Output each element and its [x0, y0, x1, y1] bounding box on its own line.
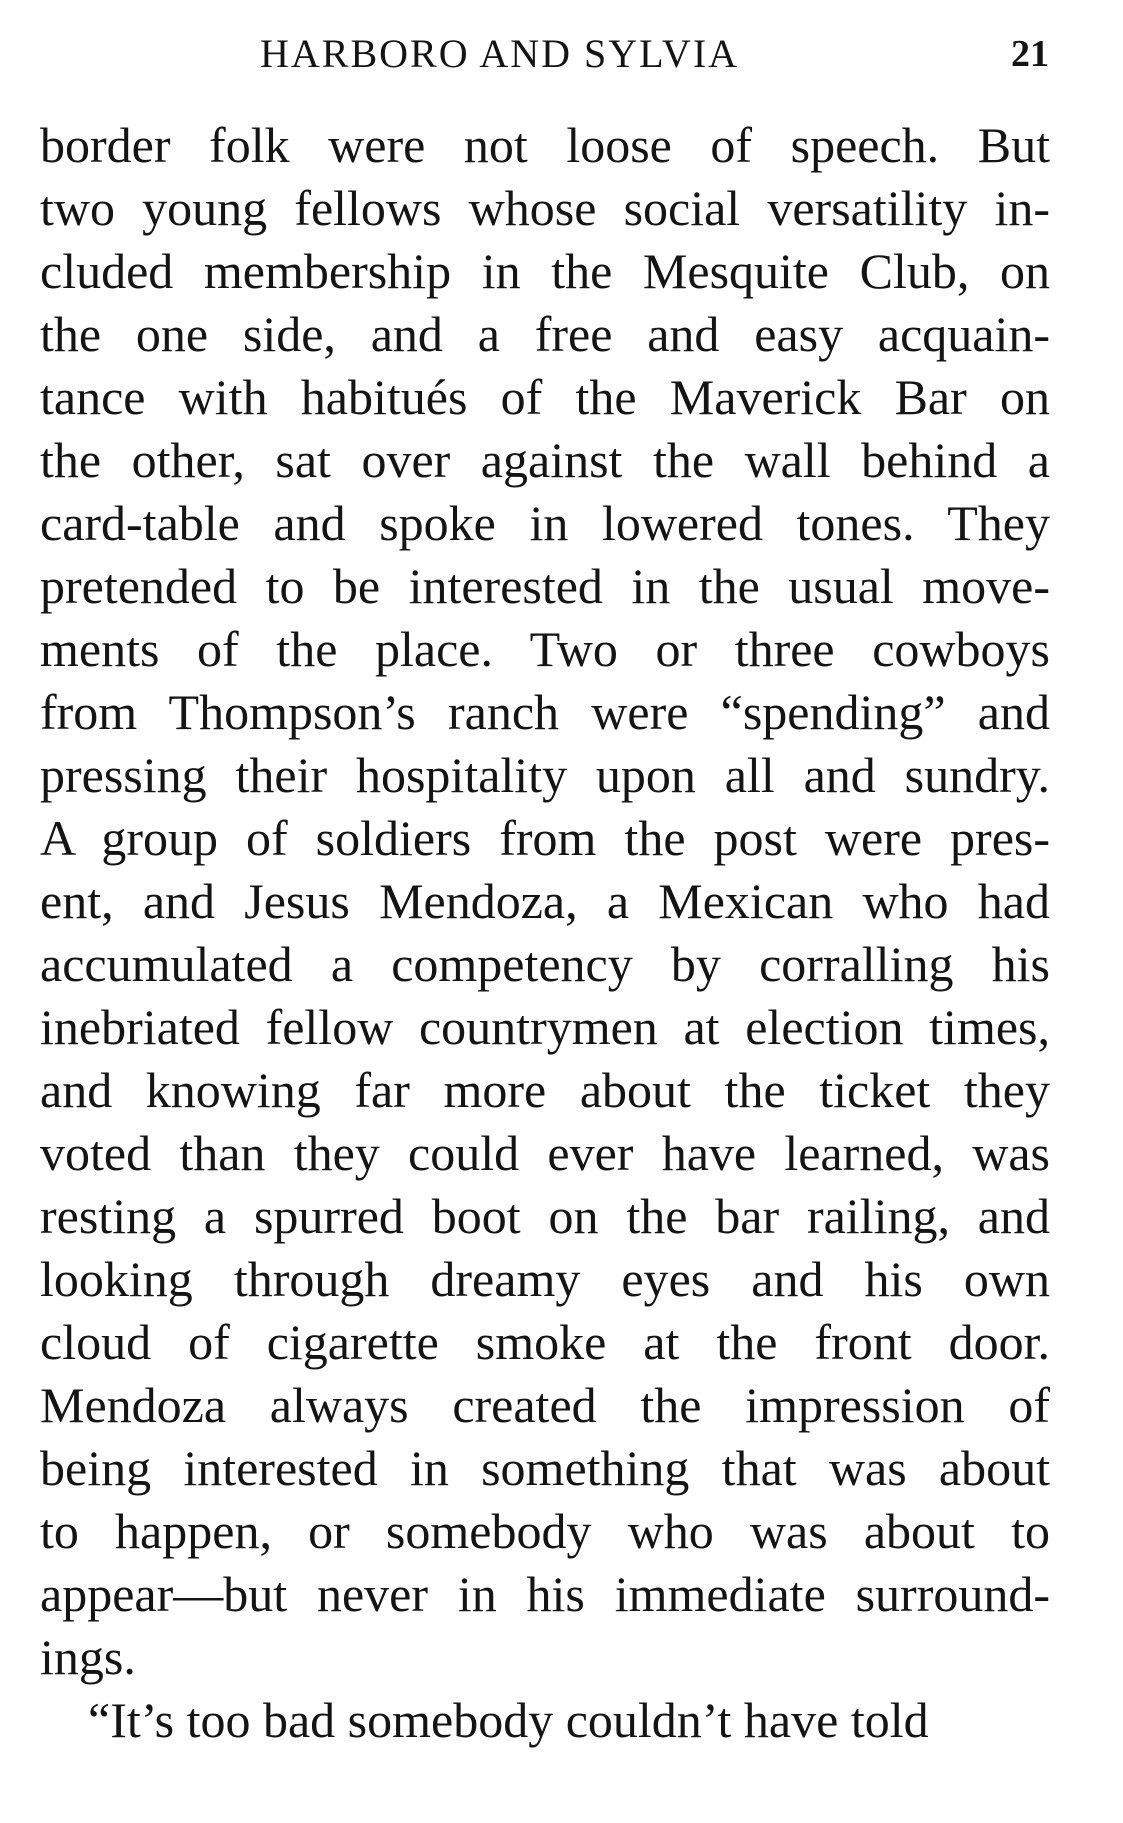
text-line: pressing their hospitality upon all and sundry. [40, 747, 1050, 803]
text-line: A group of soldiers from the post were pres- [40, 810, 1050, 866]
text-line: cloud of cigarette smoke at the front door. [40, 1314, 1050, 1370]
text-line: Mendoza always created the impression of [40, 1377, 1050, 1433]
text-line: two young fellows whose social versatility in- [40, 180, 1050, 236]
page-number: 21 [1011, 33, 1049, 75]
text-line: ent, and Jesus Mendoza, a Mexican who had [40, 873, 1050, 929]
text-line: accumulated a competency by corralling his [40, 936, 1050, 992]
running-head [260, 30, 1063, 80]
body-text [40, 114, 1050, 1752]
text-line: pretended to be interested in the usual move- [40, 558, 1050, 614]
text-line: to happen, or somebody who was about to [40, 1503, 1050, 1559]
text-line: cluded membership in the Mesquite Club, on [40, 243, 1050, 299]
text-line: resting a spurred boot on the bar railing, and [40, 1188, 1050, 1244]
text-line: border folk were not loose of speech. But [40, 117, 1050, 173]
text-line: inebriated fellow countrymen at election times, [40, 999, 1050, 1055]
text-line: ments of the place. Two or three cowboys [40, 621, 1050, 677]
text-line: voted than they could ever have learned, was [40, 1125, 1050, 1181]
text-line: the one side, and a free and easy acquain- [40, 306, 1050, 362]
text-line: and knowing far more about the ticket they [40, 1062, 1050, 1118]
text-line: “It’s too bad somebody couldn’t have told [88, 1692, 929, 1748]
text-line: looking through dreamy eyes and his own [40, 1251, 1050, 1307]
text-line: being interested in something that was about [40, 1440, 1050, 1496]
text-line: the other, sat over against the wall behind a [40, 432, 1050, 488]
text-line: card-table and spoke in lowered tones. They [40, 495, 1050, 551]
text-line: ings. [40, 1629, 136, 1685]
text-line: appear—but never in his immediate surround- [40, 1566, 1050, 1622]
running-title: HARBORO AND SYLVIA [260, 31, 740, 76]
text-line: tance with habitués of the Maverick Bar on [40, 369, 1050, 425]
text-line: from Thompson’s ranch were “spending” and [40, 684, 1050, 740]
